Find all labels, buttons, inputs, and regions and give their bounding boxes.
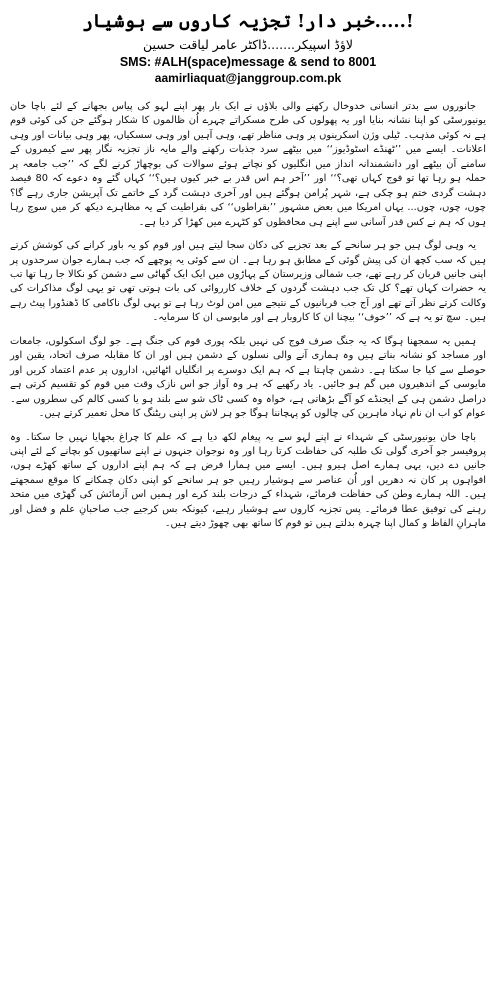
author-line: لاؤڈ اسپیکر.......ڈاکٹر عامر لیاقت حسین — [142, 37, 354, 52]
article-paragraph: یہ وہی لوگ ہیں جو ہر سانحے کے بعد تجزیے کی دکان سجا لیتے ہیں اور قوم کو یہ باور کرانے کی کوشش کرتے ہیں کہ سب کچھ ان کی پیش گوئی کے مطابق ہو رہا ہے۔ ان سے کوئی یہ پوچھے کہ جب ہمارے جوان سرحدوں پر اپنی جانیں قربان کر رہے تھے، جب شمالی وزیرستان کے پہاڑوں میں ایک ایک گھاٹی سے دشمن کو نکالا جا رہا تھا تب یہ حضرات کہاں تھے؟ کل تک جب دہشت گردوں کے خلاف کارروائی کی بات ہوتی تھی تو یہی لوگ مذاکرات کی وکالت کرتے نظر آتے تھے اور آج جب قربانیوں کے نتیجے میں امن لوٹ رہا ہے تو یہی لوگ ناکامی کا ڈھنڈورا پیٹ رہے ہیں۔ سچ تو یہ ہے کہ ’’خوف‘‘ بیچنا ان کا کاروبار ہے اور مایوسی ان کا سرمایہ۔ — [10, 240, 486, 324]
article-title: خبر دار! تجزیہ کاروں سے ہوشیار.....! — [82, 11, 414, 32]
article-paragraph: جانوروں سے بدتر انسانی خدوخال رکھنے والی بلاؤں نے ایک بار پھر اپنے لہو کی پیاس بجھانے کے لئے باچا خان یونیورسٹی کو اپنا نشانہ بنایا اور یہ پھولوں کی طرح مسکراتے چہرے اُن ظالموں کا شکار ہوگئے جن کی کوئی قوم ہے نہ کوئی مذہب۔ ٹیلی وژن اسکرینوں پر وہی مناظر تھے، وہی آہیں اور وہی سسکیاں، پھر وہی بیانات اور وہی اعلانات۔ ایسے میں ’’ٹھنڈے اسٹوڈیوز‘‘ میں بیٹھے سرد جذبات رکھنے والے مایہ ناز تجزیہ نگار پھر سے کیمروں کے سامنے آن بیٹھے اور دانشمندانہ انداز میں انگلیوں کو نچاتے ہوئے سوالات کی بوچھاڑ کرنے لگے کہ ’’جب جامعہ پر حملہ ہو رہا تھا تو فوج کہاں تھی؟‘‘ اور ’’آخر ہم اس قدر بے خبر کیوں ہیں؟‘‘ کہاں گئے وہ دعوے کہ 80 فیصد دہشت گردی ختم ہو چکی ہے، شہر پُرامن ہوگئے ہیں اور آخری دہشت گرد کے خاتمے تک آپریشن جاری رہے گا؟ چوں، چوں، چوں... یہاں امریکا میں بعض مشہور ’’بقراطوں‘‘ کی بقراطیت کے یہ مظاہرے دیکھ کر میں سوچ رہا ہوں کہ ہم نے کس قدر آسانی سے اپنے ہی محافظوں کو کٹہرے میں کھڑا کر دیا ہے۔ — [10, 101, 486, 228]
sms-line: SMS: #ALH(space)message & send to 8001 — [119, 55, 377, 69]
article-body — [10, 100, 486, 532]
article-header — [10, 10, 486, 86]
article-paragraph: باچا خان یونیورسٹی کے شہداء نے اپنے لہو سے یہ پیغام لکھ دیا ہے کہ علم کا چراغ بجھایا نہیں جا سکتا۔ وہ پروفیسر جو آخری گولی تک طلبہ کی حفاظت کرتا رہا اور وہ نوجوان جنہوں نے اپنے ساتھیوں کو بچانے کے لئے اپنی جانیں دے دیں، یہی ہمارے اصل ہیرو ہیں۔ ایسے میں ہمارا فرض ہے کہ ہم اپنے اداروں کے ساتھ کھڑے ہوں، افواہوں پر کان نہ دھریں اور اُن عناصر سے ہوشیار رہیں جو ہر سانحے کو اپنی دکان چمکانے کا موقع سمجھتے ہیں۔ اللہ ہمارے وطن کی حفاظت فرمائے، شہداء کے درجات بلند کرے اور ہمیں اس آزمائش کی گھڑی میں متحد رہنے کی توفیق عطا فرمائے۔ پس تجزیہ کاروں سے ہوشیار رہیے، کیونکہ بس کرجیے جب صاحبانِ علم و فضل اور ماہرانِ الفاظ و کمال اپنا چہرہ بدلتے ہیں تو قوم کا ساتھ بھی چھوڑ دیتے ہیں۔ — [10, 431, 486, 530]
article-paragraph: ہمیں یہ سمجھنا ہوگا کہ یہ جنگ صرف فوج کی نہیں بلکہ پوری قوم کی جنگ ہے۔ جو لوگ اسکولوں، جامعات اور مساجد کو نشانہ بناتے ہیں وہ ہماری آنے والی نسلوں کے دشمن ہیں اور ان کا مقابلہ صرف اتحاد، یقین اور حوصلے سے کیا جا سکتا ہے۔ دشمن چاہتا ہے کہ ہم ایک دوسرے پر انگلیاں اٹھائیں، اداروں پر عدم اعتماد کریں اور مایوسی کے اندھیروں میں گم ہو جائیں۔ یاد رکھیے کہ ہر وہ آواز جو اس نازک وقت میں قوم کو تقسیم کرتی ہے دراصل دشمن ہی کے ایجنڈے کو آگے بڑھاتی ہے، خواہ وہ کسی ٹاک شو سے بلند ہو یا کسی کالم کی سطروں سے۔ عوام کو اب ان نام نہاد ماہرین کی چالوں کو پہچاننا ہوگا جو ہر لاش پر اپنی ریٹنگ کا محل تعمیر کرتے ہیں۔ — [10, 335, 486, 420]
author-email: aamirliaquat@janggroup.com.pk — [154, 71, 342, 85]
